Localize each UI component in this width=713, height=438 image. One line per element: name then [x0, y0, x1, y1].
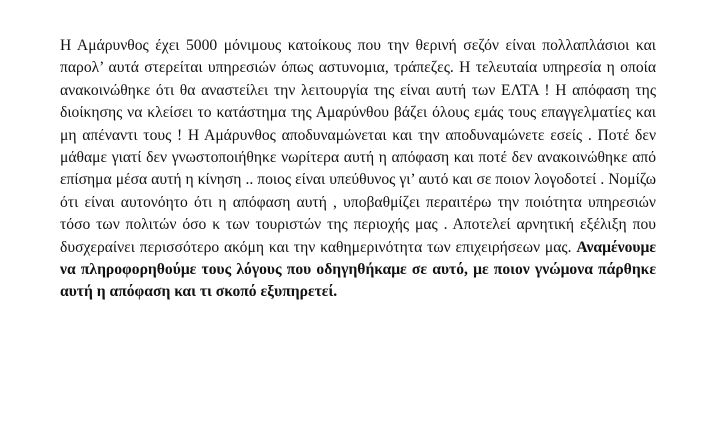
document-page: [60, 35, 656, 304]
paragraph-bold-text: Αναμένουμε να πληροφορηθούμε τους λόγους που οδηγηθήκαμε σε αυτό, με ποιον γνώμονα πάρθηκε αυτή η απόφαση και τι σκοπό εξυπηρετεί.: [60, 238, 656, 301]
paragraph-body-text: Η Αμάρυνθος έχει 5000 μόνιμους κατοίκους που την θερινή σεζόν είναι πολλαπλάσιοι και παρολ’ αυτά στερείται υπηρεσιών όπως αστυνομια, τράπεζες. Η τελευταία υπηρεσία η οποία ανακοινώθηκε ότι θα αναστείλει την λειτουργία της είναι αυτή των ΕΛΤΑ ! Η απόφαση της διοίκησης να κλείσει το κατάστημα της Αμαρύνθου βάζει όλους εμάς τους επαγγελματίες και μη απέναντι τους ! Η Αμάρυνθος αποδυναμώνεται και την αποδυναμώνετε εσείς . Ποτέ δεν μάθαμε γιατί δεν γνωστοποιήθηκε νωρίτερα αυτή η απόφαση και ποτέ δεν ανακοινώθηκε από επίσημα μέσα αυτή η κίνηση .. ποιος είναι υπεύθυνος γι’ αυτό και σε ποιον λογοδοτεί . Νομίζω ότι είναι αυτονόητο ότι η απόφαση αυτή , υποβαθμίζει περαιτέρω την ποιότητα υπηρεσιών τόσο των πολιτών όσο κ των τουριστών της περιοχής μας . Αποτελεί αρνητική εξέλιξη που δυσχεραίνει περισσότερο ακόμη και την καθημερινότητα των επιχειρήσεων μας.: [60, 37, 656, 256]
document-paragraph: [60, 35, 656, 304]
